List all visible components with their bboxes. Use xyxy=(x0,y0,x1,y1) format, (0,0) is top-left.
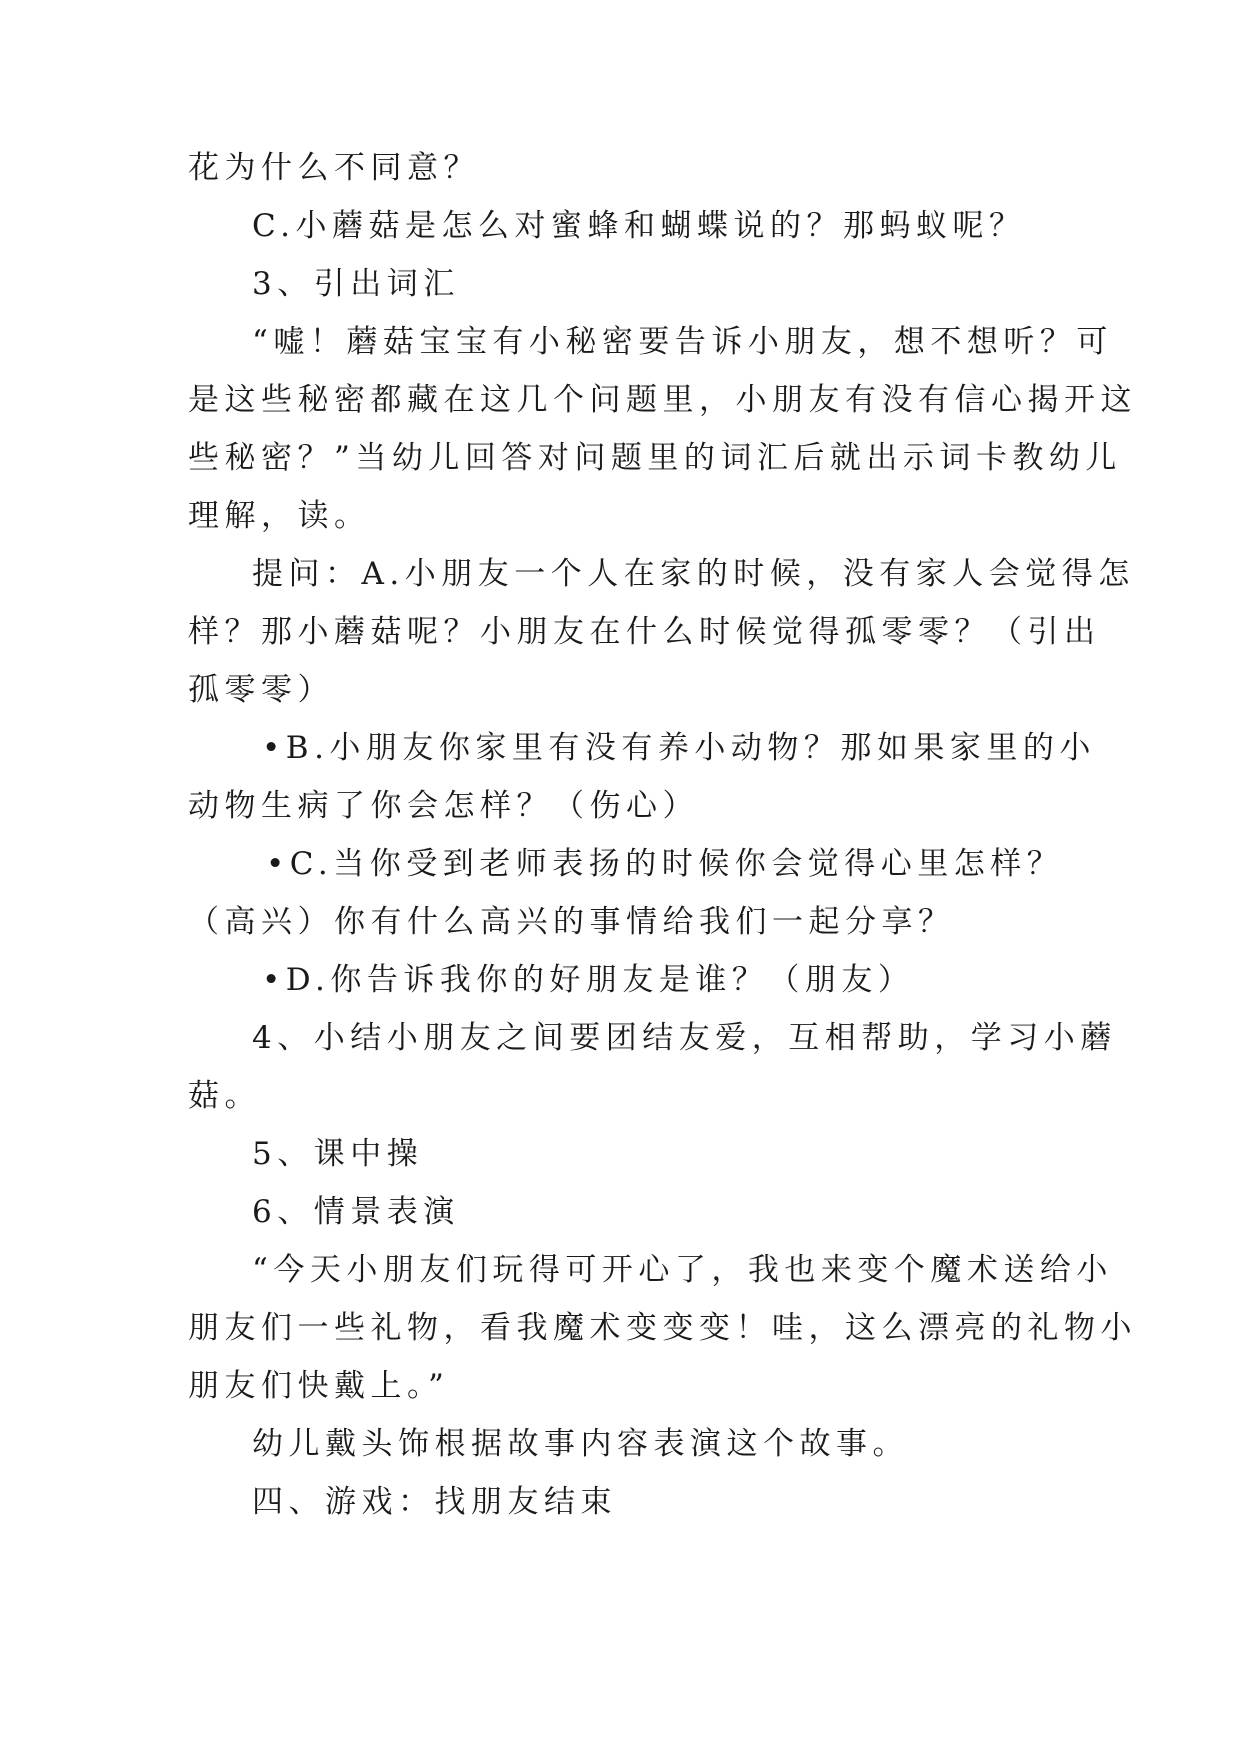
section-heading: 3、引出词汇 xyxy=(252,266,460,302)
text-line: 朋友们快戴上。” xyxy=(188,1368,450,1404)
text-line: 提问：A.小朋友一个人在家的时候，没有家人会觉得怎 xyxy=(252,556,1135,592)
text-line: 朋友们一些礼物，看我魔术变变变！哇，这么漂亮的礼物小 xyxy=(188,1310,1137,1346)
text-line: C.小蘑菇是怎么对蜜蜂和蝴蝶说的？那蚂蚁呢？ xyxy=(252,208,1026,244)
text-line: （高兴）你有什么高兴的事情给我们一起分享？ xyxy=(188,904,955,940)
section-heading: 四、游戏：找朋友结束 xyxy=(252,1484,617,1520)
text-line: 是这些秘密都藏在这几个问题里，小朋友有没有信心揭开这 xyxy=(188,382,1137,418)
bullet-item: •D.你告诉我你的好朋友是谁？（朋友） xyxy=(262,962,915,998)
text-line: 幼儿戴头饰根据故事内容表演这个故事。 xyxy=(252,1426,909,1462)
text-line: 花为什么不同意？ xyxy=(188,150,480,186)
bullet-item: •C.当你受到老师表扬的时候你会觉得心里怎样？ xyxy=(266,846,1064,882)
text-line: “嘘！蘑菇宝宝有小秘密要告诉小朋友，想不想听？可 xyxy=(252,324,1113,360)
text-line: 动物生病了你会怎样？（伤心） xyxy=(188,788,699,824)
text-line: 样？那小蘑菇呢？小朋友在什么时候觉得孤零零？（引出 xyxy=(188,614,1101,650)
text-line: 孤零零） xyxy=(188,672,334,708)
section-heading: 6、情景表演 xyxy=(252,1194,460,1230)
bullet-item: •B.小朋友你家里有没有养小动物？那如果家里的小 xyxy=(262,730,1096,766)
text-line: “今天小朋友们玩得可开心了，我也来变个魔术送给小 xyxy=(252,1252,1113,1288)
text-line: 理解，读。 xyxy=(188,498,371,534)
text-line: 些秘密？”当幼儿回答对问题里的词汇后就出示词卡教幼儿 xyxy=(188,440,1122,476)
section-heading: 4、小结小朋友之间要团结友爱，互相帮助，学习小蘑 xyxy=(252,1020,1117,1056)
text-line: 菇。 xyxy=(188,1078,261,1114)
section-heading: 5、课中操 xyxy=(252,1136,424,1172)
